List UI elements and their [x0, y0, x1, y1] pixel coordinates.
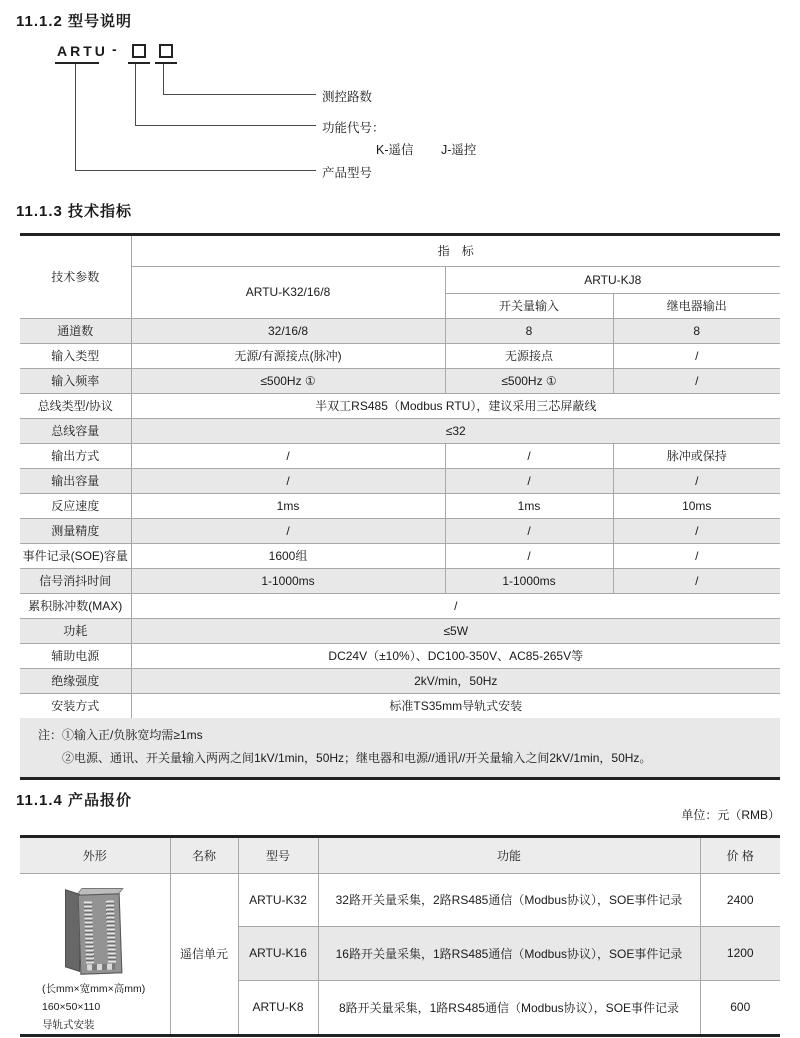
model-digit-box-function [132, 44, 146, 58]
model-separator: - [112, 41, 117, 57]
col-header-shape: 外形 [20, 838, 170, 873]
col-header-index: 指 标 [131, 236, 780, 266]
spec-row-mounting [20, 693, 780, 718]
spec-param: 总线类型/协议 [20, 393, 131, 418]
col-header-param: 技术参数 [20, 236, 131, 318]
spec-value: DC24V（±10%）、DC100-350V、AC85-265V等 [131, 643, 780, 668]
spec-value: / [613, 543, 780, 568]
diagram-label-channels: 测控路数 [322, 90, 373, 104]
pricing-table [20, 835, 780, 1037]
spec-param: 测量精度 [20, 518, 131, 543]
spec-param: 安装方式 [20, 693, 131, 718]
spec-value: / [613, 343, 780, 368]
price-value: 2400 [700, 873, 780, 927]
spec-value: 1-1000ms [131, 568, 445, 593]
spec-row-pulse-max [20, 593, 780, 618]
spec-value: / [445, 543, 613, 568]
spec-value: ≤5W [131, 618, 780, 643]
spec-value: 无源/有源接点(脉冲) [131, 343, 445, 368]
col-header-name: 名称 [170, 838, 238, 873]
diagram-option-k: K-遥信 [376, 143, 414, 157]
spec-param: 信号消抖时间 [20, 568, 131, 593]
spec-param: 输入类型 [20, 343, 131, 368]
spec-param: 总线容量 [20, 418, 131, 443]
spec-row-aux-supply [20, 643, 780, 668]
price-function: 8路开关量采集，1路RS485通信（Modbus协议），SOE事件记录 [318, 980, 700, 1034]
spec-value: ≤500Hz ① [445, 368, 613, 393]
tech-spec-table [20, 233, 780, 780]
spec-value: ≤500Hz ① [131, 368, 445, 393]
product-dimensions [24, 980, 166, 1034]
spec-value: 8 [613, 318, 780, 343]
spec-row-accuracy [20, 518, 780, 543]
model-prefix: ARTU [57, 43, 108, 59]
section-heading-model: 11.1.2 型号说明 [16, 13, 133, 30]
spec-row-input-freq [20, 368, 780, 393]
spec-value: 32/16/8 [131, 318, 445, 343]
spec-value: 标准TS35mm导轨式安装 [131, 693, 780, 718]
spec-row-input-type [20, 343, 780, 368]
spec-row-output-mode [20, 443, 780, 468]
spec-value: / [613, 468, 780, 493]
price-value: 1200 [700, 927, 780, 981]
mount-type: 导轨式安装 [42, 1018, 95, 1031]
connector-line-product [75, 64, 316, 171]
col-header-di-input: 开关量输入 [445, 293, 613, 318]
price-unit-label: 单位：元（RMB） [681, 808, 780, 822]
spec-table-notes [20, 718, 780, 777]
spec-value: 1-1000ms [445, 568, 613, 593]
spec-header-row-1 [20, 236, 780, 266]
spec-value: / [131, 468, 445, 493]
spec-value: ≤32 [131, 418, 780, 443]
spec-value: / [131, 443, 445, 468]
spec-value: / [613, 368, 780, 393]
spec-param: 输出容量 [20, 468, 131, 493]
spec-value: 半双工RS485（Modbus RTU），建议采用三芯屏蔽线 [131, 393, 780, 418]
col-header-function: 功能 [318, 838, 700, 873]
spec-value: 无源接点 [445, 343, 613, 368]
col-header-model: 型号 [238, 838, 318, 873]
spec-param: 绝缘强度 [20, 668, 131, 693]
section-heading-pricing: 11.1.4 产品报价 [16, 792, 133, 809]
spec-row-debounce [20, 568, 780, 593]
model-digit-box-channels [159, 44, 173, 58]
spec-row-soe [20, 543, 780, 568]
spec-value: 1ms [445, 493, 613, 518]
spec-value: 脉冲或保持 [613, 443, 780, 468]
spec-value: / [445, 468, 613, 493]
spec-row-response-speed [20, 493, 780, 518]
note-line-2: ②电源、通讯、开关量输入两两之间1kV/1min，50Hz；继电器和电源//通讯//开关量输入之间2kV/1min，50Hz。 [62, 751, 652, 765]
spec-value: 2kV/min，50Hz [131, 668, 780, 693]
col-header-relay-output: 继电器输出 [613, 293, 780, 318]
section-heading-specs: 11.1.3 技术指标 [16, 203, 133, 220]
spec-row-power [20, 618, 780, 643]
spec-param: 输出方式 [20, 443, 131, 468]
spec-value: / [613, 518, 780, 543]
spec-param: 功耗 [20, 618, 131, 643]
module-terminal-foot [87, 963, 115, 970]
diagram-option-j: J-遥控 [441, 143, 477, 157]
spec-value: / [445, 518, 613, 543]
spec-param: 事件记录(SOE)容量 [20, 543, 131, 568]
spec-param: 反应速度 [20, 493, 131, 518]
price-function: 16路开关量采集，1路RS485通信（Modbus协议），SOE事件记录 [318, 927, 700, 981]
spec-row-channels [20, 318, 780, 343]
spec-row-insulation [20, 668, 780, 693]
note-line-1: 注：①输入正/负脉宽均需≥1ms [38, 728, 203, 742]
price-header-row [20, 838, 780, 873]
spec-param: 辅助电源 [20, 643, 131, 668]
terminal-strip-right [106, 900, 116, 962]
spec-param: 通道数 [20, 318, 131, 343]
col-header-artu-kj8: ARTU-KJ8 [445, 266, 780, 293]
spec-value: 1ms [131, 493, 445, 518]
dims-value: 160×50×110 [42, 1000, 101, 1013]
col-header-price: 价 格 [700, 838, 780, 873]
spec-value: 1600组 [131, 543, 445, 568]
module-front-face [77, 893, 122, 974]
spec-header-row-2 [20, 266, 780, 293]
din-rail-module-image [59, 884, 131, 980]
price-value: 600 [700, 980, 780, 1034]
diagram-label-function: 功能代号： [322, 121, 385, 135]
dims-label: (长mm×宽mm×高mm) [42, 982, 146, 995]
spec-value: 10ms [613, 493, 780, 518]
diagram-label-product: 产品型号 [322, 166, 373, 180]
terminal-strip-left [84, 901, 94, 963]
spec-value: / [131, 518, 445, 543]
spec-value: / [613, 568, 780, 593]
spec-value: / [445, 443, 613, 468]
spec-value: / [131, 593, 780, 618]
spec-value: 8 [445, 318, 613, 343]
product-shape-cell [20, 873, 170, 1034]
spec-param: 累积脉冲数(MAX) [20, 593, 131, 618]
product-name-cell: 遥信单元 [170, 873, 238, 1034]
price-function: 32路开关量采集，2路RS485通信（Modbus协议），SOE事件记录 [318, 873, 700, 927]
price-model: ARTU-K8 [238, 980, 318, 1034]
spec-row-bus-type [20, 393, 780, 418]
price-row-k32 [20, 873, 780, 927]
spec-param: 输入频率 [20, 368, 131, 393]
spec-row-bus-capacity [20, 418, 780, 443]
col-header-artu-k: ARTU-K32/16/8 [131, 266, 445, 318]
price-model: ARTU-K32 [238, 873, 318, 927]
spec-row-output-capacity [20, 468, 780, 493]
price-model: ARTU-K16 [238, 927, 318, 981]
